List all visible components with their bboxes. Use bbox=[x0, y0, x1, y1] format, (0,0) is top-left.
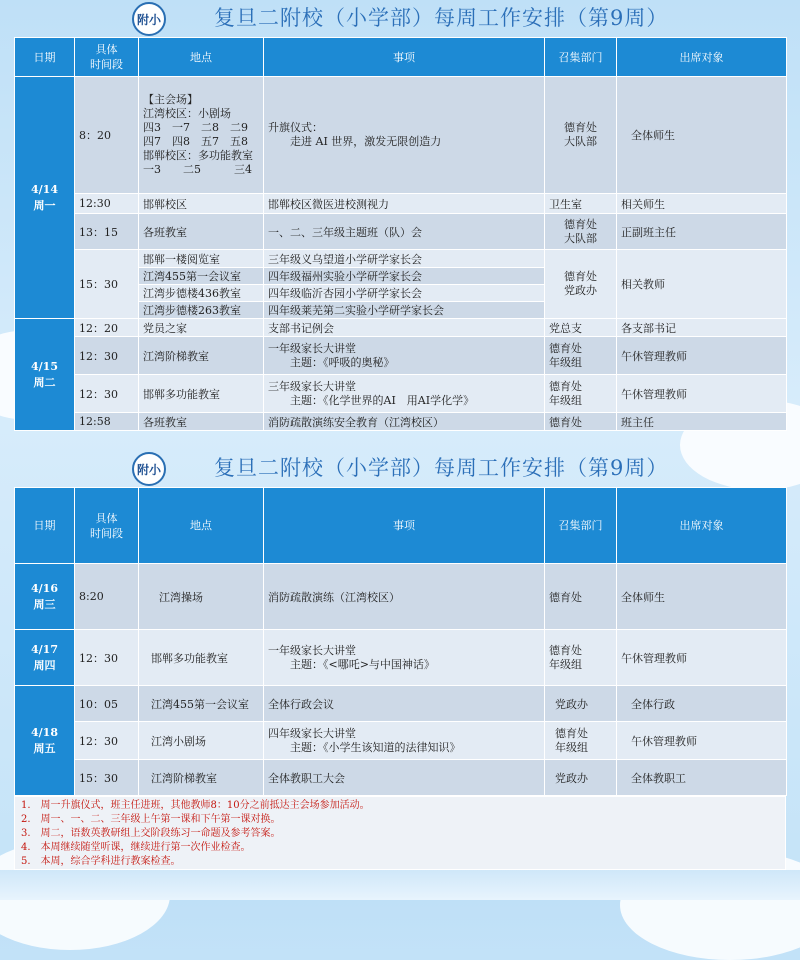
time-cell: 13：15 bbox=[75, 214, 139, 250]
place-cell: 邯郸多功能教室 bbox=[139, 375, 264, 413]
matter-cell: 一、二、三年级主题班（队）会 bbox=[264, 214, 545, 250]
place-cell: 江湾455第一会议室 bbox=[139, 686, 264, 722]
place-cell: 邯郸多功能教室 bbox=[139, 630, 264, 686]
attendees-cell: 相关师生 bbox=[617, 194, 787, 214]
attendees-cell: 各支部书记 bbox=[617, 319, 787, 337]
dept-cell: 党政办 bbox=[545, 760, 617, 796]
note-item: 2. 周一、一、二、三年级上午第一课和下午第一课对换。 bbox=[21, 814, 281, 825]
matter-cell: 四年级莱芜第二实验小学研学家长会 bbox=[264, 302, 545, 319]
place-cell: 邯郸一楼阅览室 bbox=[139, 250, 264, 268]
place-cell: 江湾阶梯教室 bbox=[139, 337, 264, 375]
attendees-cell: 正副班主任 bbox=[617, 214, 787, 250]
schedule-table bbox=[14, 487, 787, 796]
table-row bbox=[15, 686, 787, 722]
schedule-table bbox=[14, 37, 787, 431]
time-cell: 12：30 bbox=[75, 375, 139, 413]
table-header-row bbox=[15, 488, 787, 564]
dept-cell: 党政办 bbox=[545, 686, 617, 722]
footer-background bbox=[0, 870, 800, 900]
header-time: 具体 时间段 bbox=[75, 488, 139, 564]
title-bar bbox=[14, 0, 786, 36]
table-row bbox=[15, 77, 787, 194]
note-item: 4. 本周继续随堂听课，继续进行第一次作业检查。 bbox=[21, 842, 251, 853]
matter-cell: 支部书记例会 bbox=[264, 319, 545, 337]
attendees-cell: 全体师生 bbox=[617, 77, 787, 194]
place-cell: 江湾步德楼436教室 bbox=[139, 285, 264, 302]
table-row bbox=[15, 760, 787, 796]
matter-cell: 升旗仪式： 走进 AI 世界，激发无限创造力 bbox=[264, 77, 545, 194]
table-header-row bbox=[15, 38, 787, 77]
note-item: 3. 周二，语数英教研组上交阶段练习一命题及参考答案。 bbox=[21, 828, 281, 839]
table-row bbox=[15, 375, 787, 413]
matter-cell: 三年级义乌望道小学研学家长会 bbox=[264, 250, 545, 268]
time-cell: 12：20 bbox=[75, 319, 139, 337]
place-cell: 江湾阶梯教室 bbox=[139, 760, 264, 796]
attendees-cell: 全体师生 bbox=[617, 564, 787, 630]
place-cell: 【主会场】 江湾校区：小剧场 四3 一7 二8 二9 四7 四8 五7 五8 邯郸校区：多功能教室 一3 二5 三4 bbox=[139, 77, 264, 194]
page-title: 复旦二附校（小学部）每周工作安排（第9周） bbox=[214, 6, 669, 30]
time-cell: 12：30 bbox=[75, 337, 139, 375]
header-place: 地点 bbox=[139, 38, 264, 77]
time-cell: 15：30 bbox=[75, 760, 139, 796]
date-cell: 4/17 周四 bbox=[15, 630, 75, 686]
place-cell: 各班教室 bbox=[139, 413, 264, 431]
table-row bbox=[15, 413, 787, 431]
date-cell: 4/15 周二 bbox=[15, 319, 75, 431]
place-cell: 各班教室 bbox=[139, 214, 264, 250]
header-matter: 事项 bbox=[264, 488, 545, 564]
time-cell: 12：30 bbox=[75, 722, 139, 760]
table-row bbox=[15, 722, 787, 760]
dept-cell: 德育处 年级组 bbox=[545, 630, 617, 686]
matter-cell: 一年级家长大讲堂 主题：《<哪吒>与中国神话》 bbox=[264, 630, 545, 686]
date-cell: 4/18 周五 bbox=[15, 686, 75, 796]
dept-cell: 德育处 bbox=[545, 413, 617, 431]
attendees-cell: 全体行政 bbox=[617, 686, 787, 722]
place-cell: 党员之家 bbox=[139, 319, 264, 337]
page-title: 复旦二附校（小学部）每周工作安排（第9周） bbox=[214, 456, 669, 480]
table-row bbox=[15, 250, 787, 268]
time-cell: 8：20 bbox=[75, 77, 139, 194]
attendees-cell: 相关教师 bbox=[617, 250, 787, 319]
notes-box bbox=[14, 796, 786, 870]
table-row bbox=[15, 319, 787, 337]
dept-cell: 德育处 大队部 bbox=[545, 214, 617, 250]
header-attendees: 出席对象 bbox=[617, 488, 787, 564]
header-time: 具体 时间段 bbox=[75, 38, 139, 77]
table-row bbox=[15, 337, 787, 375]
table-row bbox=[15, 194, 787, 214]
header-date: 日期 bbox=[15, 488, 75, 564]
attendees-cell: 午休管理教师 bbox=[617, 337, 787, 375]
matter-cell: 全体教职工大会 bbox=[264, 760, 545, 796]
place-cell: 江湾操场 bbox=[139, 564, 264, 630]
date-cell: 4/16 周三 bbox=[15, 564, 75, 630]
dept-cell: 德育处 bbox=[545, 564, 617, 630]
time-cell: 12：30 bbox=[75, 630, 139, 686]
table-row bbox=[15, 630, 787, 686]
dept-cell: 德育处 大队部 bbox=[545, 77, 617, 194]
date-cell: 4/14 周一 bbox=[15, 77, 75, 319]
header-date: 日期 bbox=[15, 38, 75, 77]
header-place: 地点 bbox=[139, 488, 264, 564]
time-cell: 8:20 bbox=[75, 564, 139, 630]
school-logo-icon: 附小 bbox=[132, 452, 166, 486]
header-dept: 召集部门 bbox=[545, 38, 617, 77]
dept-cell: 德育处 党政办 bbox=[545, 250, 617, 319]
table-row bbox=[15, 564, 787, 630]
dept-cell: 德育处 年级组 bbox=[545, 722, 617, 760]
time-cell: 12:58 bbox=[75, 413, 139, 431]
note-item: 1. 周一升旗仪式，班主任进班，其他教师8：10分之前抵达主会场参加活动。 bbox=[21, 800, 370, 811]
header-matter: 事项 bbox=[264, 38, 545, 77]
matter-cell: 消防疏散演练（江湾校区） bbox=[264, 564, 545, 630]
table-row bbox=[15, 214, 787, 250]
dept-cell: 卫生室 bbox=[545, 194, 617, 214]
matter-cell: 消防疏散演练安全教育（江湾校区） bbox=[264, 413, 545, 431]
matter-cell: 四年级临沂杏园小学研学家长会 bbox=[264, 285, 545, 302]
place-cell: 江湾步德楼263教室 bbox=[139, 302, 264, 319]
matter-cell: 四年级福州实验小学研学家长会 bbox=[264, 268, 545, 285]
time-cell: 12:30 bbox=[75, 194, 139, 214]
place-cell: 邯郸校区 bbox=[139, 194, 264, 214]
attendees-cell: 全体教职工 bbox=[617, 760, 787, 796]
place-cell: 江湾小剧场 bbox=[139, 722, 264, 760]
place-cell: 江湾455第一会议室 bbox=[139, 268, 264, 285]
attendees-cell: 班主任 bbox=[617, 413, 787, 431]
dept-cell: 德育处 年级组 bbox=[545, 337, 617, 375]
attendees-cell: 午休管理教师 bbox=[617, 630, 787, 686]
school-logo-icon: 附小 bbox=[132, 2, 166, 36]
note-item: 5. 本周，综合学科进行教案检查。 bbox=[21, 856, 181, 867]
header-dept: 召集部门 bbox=[545, 488, 617, 564]
matter-cell: 四年级家长大讲堂 主题：《小学生该知道的法律知识》 bbox=[264, 722, 545, 760]
time-cell: 15：30 bbox=[75, 250, 139, 319]
time-cell: 10：05 bbox=[75, 686, 139, 722]
attendees-cell: 午休管理教师 bbox=[617, 375, 787, 413]
dept-cell: 德育处 年级组 bbox=[545, 375, 617, 413]
header-attendees: 出席对象 bbox=[617, 38, 787, 77]
matter-cell: 邯郸校区微医进校测视力 bbox=[264, 194, 545, 214]
title-bar bbox=[14, 450, 786, 486]
dept-cell: 党总支 bbox=[545, 319, 617, 337]
matter-cell: 一年级家长大讲堂 主题：《呼吸的奥秘》 bbox=[264, 337, 545, 375]
attendees-cell: 午休管理教师 bbox=[617, 722, 787, 760]
matter-cell: 三年级家长大讲堂 主题：《化学世界的AI 用AI学化学》 bbox=[264, 375, 545, 413]
matter-cell: 全体行政会议 bbox=[264, 686, 545, 722]
